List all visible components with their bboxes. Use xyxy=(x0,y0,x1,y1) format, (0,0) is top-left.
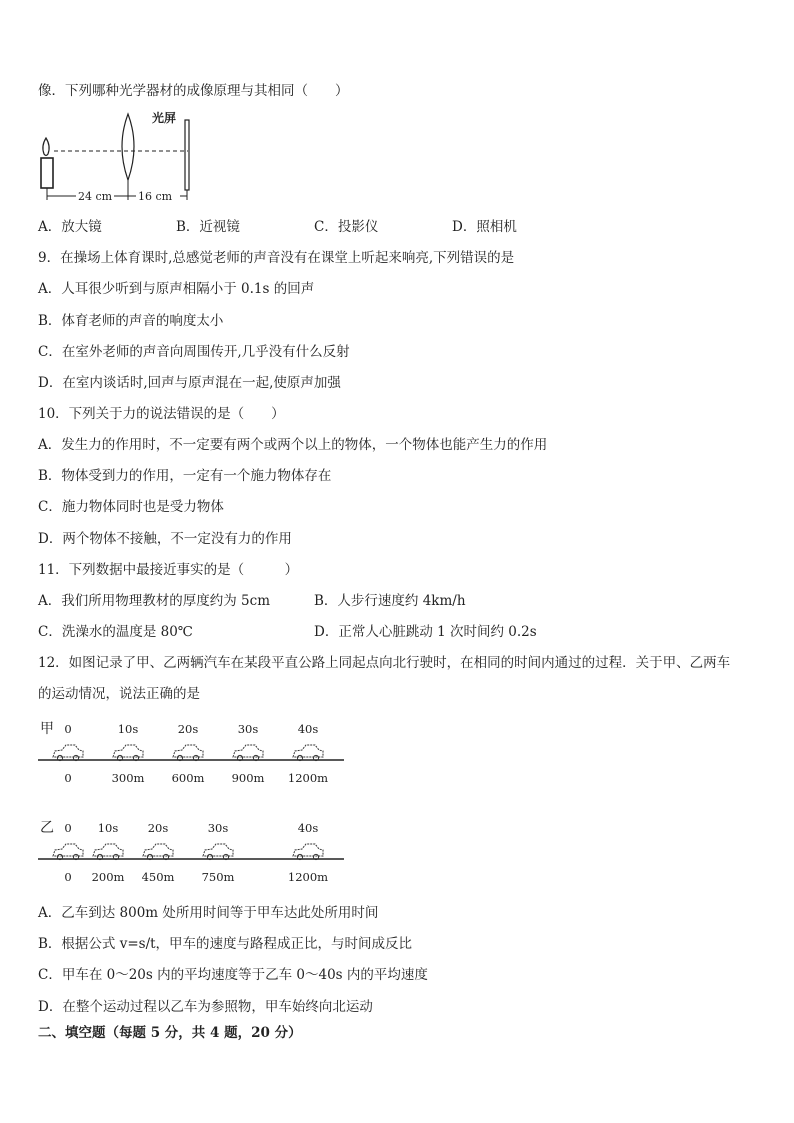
car_a-car-icon xyxy=(53,745,83,761)
q11-option-a: A．我们所用物理教材的厚度约为 5cm xyxy=(38,593,270,609)
car_b-time-label: 0 xyxy=(64,821,72,835)
q12-option-b: B．根据公式 v=s/t，甲车的速度与路程成正比，与时间成反比 xyxy=(38,936,413,952)
light-screen-icon xyxy=(185,120,189,190)
q10-option-a: A．发生力的作用时，不一定要有两个或两个以上的物体，一个物体也能产生力的作用 xyxy=(38,437,548,453)
q8-option-c: C．投影仪 xyxy=(314,219,379,235)
question-10-stem: 10．下列关于力的说法错误的是（ ） xyxy=(38,406,285,422)
car_b-distance-label: 450m xyxy=(141,870,175,884)
car_a-car-icon xyxy=(293,745,323,761)
q8-option-a: A．放大镜 xyxy=(38,219,102,235)
q11-option-c: C．洗澡水的温度是 80℃ xyxy=(38,624,193,640)
screen-label: 光屏 xyxy=(152,111,177,125)
question-12-stem-line-1: 12．如图记录了甲、乙两辆汽车在某段平直公路上同起点向北行驶时，在相同的时间内通过的过程．关于甲、乙两车 xyxy=(38,655,731,671)
car_b-car-icon xyxy=(53,844,83,860)
q8-option-b: B．近视镜 xyxy=(176,219,240,235)
car_a-time-label: 0 xyxy=(64,722,72,736)
car_a-distance-label: 300m xyxy=(111,771,145,785)
q10-option-b: B．物体受到力的作用，一定有一个施力物体存在 xyxy=(38,468,332,484)
section-2-heading: 二、填空题（每题 5 分，共 4 题，20 分） xyxy=(38,1025,302,1041)
car_b-label: 乙 xyxy=(40,820,54,836)
car_a-car-icon xyxy=(173,745,203,761)
q9-option-c: C．在室外老师的声音向周围传开,几乎没有什么反射 xyxy=(38,344,350,360)
car_b-distance-label: 0 xyxy=(64,870,72,884)
car_b-car-icon xyxy=(93,844,123,860)
car_b-distance-label: 1200m xyxy=(287,870,329,884)
q12-option-a: A．乙车到达 800m 处所用时间等于甲车达此处所用时间 xyxy=(38,905,379,921)
car_b-car-icon xyxy=(143,844,173,860)
question-8-stem: 像．下列哪种光学器材的成像原理与其相同（ ） xyxy=(38,83,349,99)
q9-option-a: A．人耳很少听到与原声相隔小于 0.1s 的回声 xyxy=(38,281,315,297)
q9-option-b: B．体育老师的声音的响度太小 xyxy=(38,313,224,329)
car_b-time-label: 40s xyxy=(297,821,319,835)
car_a-distance-label: 600m xyxy=(171,771,205,785)
candle-flame-icon xyxy=(43,138,49,156)
car_b-car-icon xyxy=(293,844,323,860)
car-motion-diagram xyxy=(36,714,356,894)
car_a-car-icon xyxy=(233,745,263,761)
candle-icon xyxy=(41,158,53,188)
car_b-distance-label: 200m xyxy=(91,870,125,884)
distance-label-2: 16 cm xyxy=(138,190,173,203)
lens-diagram xyxy=(36,108,208,214)
car_b-time-label: 30s xyxy=(207,821,229,835)
car_a-distance-label: 1200m xyxy=(287,771,329,785)
car_a-distance-label: 0 xyxy=(64,771,72,785)
car_b-car-icon xyxy=(203,844,233,860)
car_b-time-label: 10s xyxy=(97,821,119,835)
q10-option-d: D．两个物体不接触，不一定没有力的作用 xyxy=(38,531,292,547)
q9-option-d: D．在室内谈话时,回声与原声混在一起,使原声加强 xyxy=(38,375,341,391)
distance-label-1: 24 cm xyxy=(78,190,113,203)
car_a-time-label: 30s xyxy=(237,722,259,736)
question-12-stem-line-2: 的运动情况，说法正确的是 xyxy=(38,686,200,702)
convex-lens-icon xyxy=(122,114,134,180)
car_a-car-icon xyxy=(113,745,143,761)
question-11-stem: 11．下列数据中最接近事实的是（ ） xyxy=(38,562,299,578)
q12-option-c: C．甲车在 0～20s 内的平均速度等于乙车 0～40s 内的平均速度 xyxy=(38,967,428,983)
car_b-time-label: 20s xyxy=(147,821,169,835)
car_b-distance-label: 750m xyxy=(201,870,235,884)
car_a-time-label: 40s xyxy=(297,722,319,736)
q11-option-d: D．正常人心脏跳动 1 次时间约 0.2s xyxy=(314,624,537,640)
q10-option-c: C．施力物体同时也是受力物体 xyxy=(38,499,224,515)
q11-option-b: B．人步行速度约 4km/h xyxy=(314,593,466,609)
q8-option-d: D．照相机 xyxy=(452,219,517,235)
q12-option-d: D．在整个运动过程以乙车为参照物，甲车始终向北运动 xyxy=(38,999,373,1015)
car_a-label: 甲 xyxy=(40,721,54,737)
question-9-stem: 9．在操场上体育课时,总感觉老师的声音没有在课堂上听起来响亮,下列错误的是 xyxy=(38,250,515,266)
car_a-distance-label: 900m xyxy=(231,771,265,785)
car_a-time-label: 20s xyxy=(177,722,199,736)
car_a-time-label: 10s xyxy=(117,722,139,736)
